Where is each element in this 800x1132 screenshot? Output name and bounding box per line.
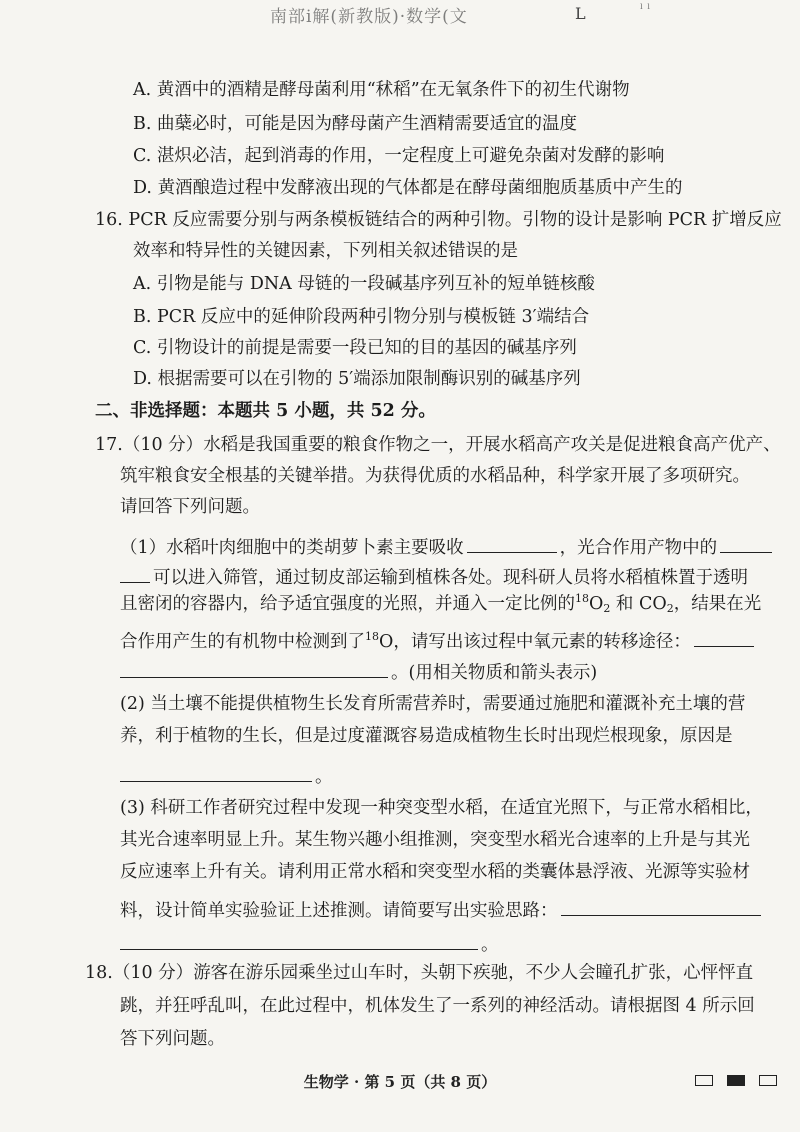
question-text: 游客在游乐园乘坐过山车时，头朝下疾驰，不少人会瞳孔扩张，心怦怦直 — [193, 963, 754, 983]
option-label: A. — [133, 80, 152, 100]
q16-option-b — [133, 309, 589, 327]
q17-part1-line-1 — [120, 534, 775, 558]
option-text: 曲蘖必时，可能是因为酵母菌产生酒精需要适宜的温度 — [157, 114, 578, 134]
part1-text-a: 且密闭的容器内，给予适宜强度的光照，并通入一定比例的 — [120, 594, 575, 614]
footer-box-filled — [727, 1075, 745, 1086]
q17-part2-line-1: (2) 当土壤不能提供植物生长发育所需营养时，需要通过施肥和灌溉补充土壤的营 — [120, 694, 746, 714]
part2-period: 。 — [315, 767, 333, 787]
q17-intro-line-2: 筑牢粮食安全根基的关键举措。为获得优质的水稻品种，科学家开展了多项研究。 — [120, 466, 750, 486]
part3-text: 料，设计简单实验验证上述推测。请简要写出实验思路： — [120, 901, 558, 921]
question-number: 17. — [95, 435, 123, 455]
isotope-superscript: 18 — [575, 592, 589, 605]
footer-box-empty — [695, 1075, 713, 1086]
option-text: 黄酒酿造过程中发酵液出现的气体都是在酵母菌细胞质基质中产生的 — [157, 178, 683, 198]
q17-part2-line-2: 养，利于植物的生长，但是过度灌溉容易造成植物生长时出现烂根现象，原因是 — [120, 726, 733, 746]
q17-part3-line-1: (3) 科研工作者研究过程中发现一种突变型水稻，在适宜光照下，与正常水稻相比， — [120, 798, 763, 818]
answer-blank-2-end[interactable] — [120, 564, 150, 583]
answer-blank-5-start[interactable] — [561, 897, 761, 916]
part1-text-b: ，光合作用产物中的 — [559, 538, 718, 558]
part1-text-b: O，请写出该过程中氧元素的转移途径： — [379, 632, 691, 652]
option-label: D. — [133, 369, 152, 389]
cropped-header-text: 南部i解(新教版)·数学(文 — [270, 7, 468, 27]
answer-blank-2-start[interactable] — [720, 534, 772, 553]
header-mark: L — [575, 4, 586, 23]
part1-text: 。(用相关物质和箭头表示) — [391, 663, 598, 683]
subscript-2: 2 — [603, 602, 611, 615]
answer-blank-3-end[interactable] — [120, 659, 388, 678]
q17-intro-line-3: 请回答下列问题。 — [120, 497, 260, 517]
q17-part1-line-3 — [120, 592, 762, 615]
q17-part3-line-3: 反应速率上升有关。请利用正常水稻和突变型水稻的类囊体悬浮液、光源等实验材 — [120, 862, 750, 882]
q16-option-d — [133, 371, 581, 389]
answer-blank-3-start[interactable] — [694, 628, 754, 647]
co2-text: 和 CO — [610, 594, 667, 614]
option-text: 引物设计的前提是需要一段已知的目的基因的碱基序列 — [156, 338, 577, 358]
part3-period: 。 — [481, 935, 499, 955]
question-text: 水稻是我国重要的粮食作物之一，开展水稻高产攻关是促进粮食高产优产、 — [203, 435, 781, 455]
q16-stem-line-2: 效率和特异性的关键因素，下列相关叙述错误的是 — [133, 241, 518, 261]
q18-line-2: 跳，并狂呼乱叫，在此过程中，机体发生了一系列的神经活动。请根据图 4 所示回 — [120, 996, 755, 1016]
isotope-superscript: 18 — [365, 630, 379, 643]
part1-text: 可以进入筛管，通过韧皮部运输到植株各处。现科研人员将水稻植株置于透明 — [153, 568, 748, 588]
q17-part1-line-2 — [120, 564, 748, 588]
answer-blank-1[interactable] — [467, 534, 557, 553]
part1-text-a: 合作用产生的有机物中检测到了 — [120, 632, 365, 652]
section-heading: 二、非选择题：本题共 5 小题，共 52 分。 — [95, 401, 436, 421]
q18-line-3: 答下列问题。 — [120, 1029, 225, 1049]
answer-blank-5-end[interactable] — [120, 931, 478, 950]
answer-blank-4[interactable] — [120, 763, 312, 782]
q16-option-a — [133, 276, 595, 294]
footer-box-empty — [759, 1075, 777, 1086]
option-label: B. — [133, 114, 152, 134]
q15-option-d — [133, 180, 683, 198]
option-text: PCR 反应中的延伸阶段两种引物分别与模板链 3′端结合 — [157, 307, 590, 327]
q15-option-b — [133, 116, 577, 134]
option-label: C. — [133, 338, 152, 358]
question-number: 18. — [85, 963, 113, 983]
footer-marks — [695, 1070, 791, 1089]
oxygen-symbol: O — [589, 594, 604, 614]
subscript-2: 2 — [666, 602, 674, 615]
question-number: 16. — [95, 210, 123, 230]
q15-option-c — [133, 148, 664, 166]
part1-text-b: ，结果在光 — [673, 594, 762, 614]
q17-part3-line-5 — [120, 931, 499, 955]
page-footer: 生物学 · 第 5 页（共 8 页） — [303, 1073, 497, 1091]
option-label: C. — [133, 146, 152, 166]
q17-intro-line-1 — [95, 437, 781, 455]
q17-part3-line-2: 其光合速率明显上升。某生物兴趣小组推测，突变型水稻光合速率的上升是与其光 — [120, 830, 750, 850]
q17-part2-line-3 — [120, 763, 333, 787]
q17-part1-line-5 — [120, 659, 597, 683]
q15-option-a — [133, 82, 630, 100]
q17-part3-line-4 — [120, 897, 764, 921]
option-label: D. — [133, 178, 152, 198]
question-stem: PCR 反应需要分别与两条模板链结合的两种引物。引物的设计是影响 PCR 扩增反应 — [128, 210, 782, 230]
q16-stem-line-1 — [95, 212, 782, 230]
option-label: A. — [133, 274, 152, 294]
question-score: （10 分） — [122, 435, 204, 455]
option-label: B. — [133, 307, 152, 327]
option-text: 黄酒中的酒精是酵母菌利用“秫稻”在无氧条件下的初生代谢物 — [156, 80, 630, 100]
option-text: 湛炽必洁，起到消毒的作用，一定程度上可避免杂菌对发酵的影响 — [156, 146, 665, 166]
q16-option-c — [133, 340, 577, 358]
q17-part1-line-4 — [120, 628, 757, 652]
option-text: 引物是能与 DNA 母链的一段碱基序列互补的短单链核酸 — [156, 274, 595, 294]
q18-line-1 — [85, 965, 753, 983]
option-text: 根据需要可以在引物的 5′端添加限制酶识别的碱基序列 — [157, 369, 581, 389]
header-mark-secondary: ˡ ˡ — [640, 2, 651, 17]
question-score: （10 分） — [112, 963, 194, 983]
part1-text-a: （1）水稻叶肉细胞中的类胡萝卜素主要吸收 — [120, 538, 464, 558]
